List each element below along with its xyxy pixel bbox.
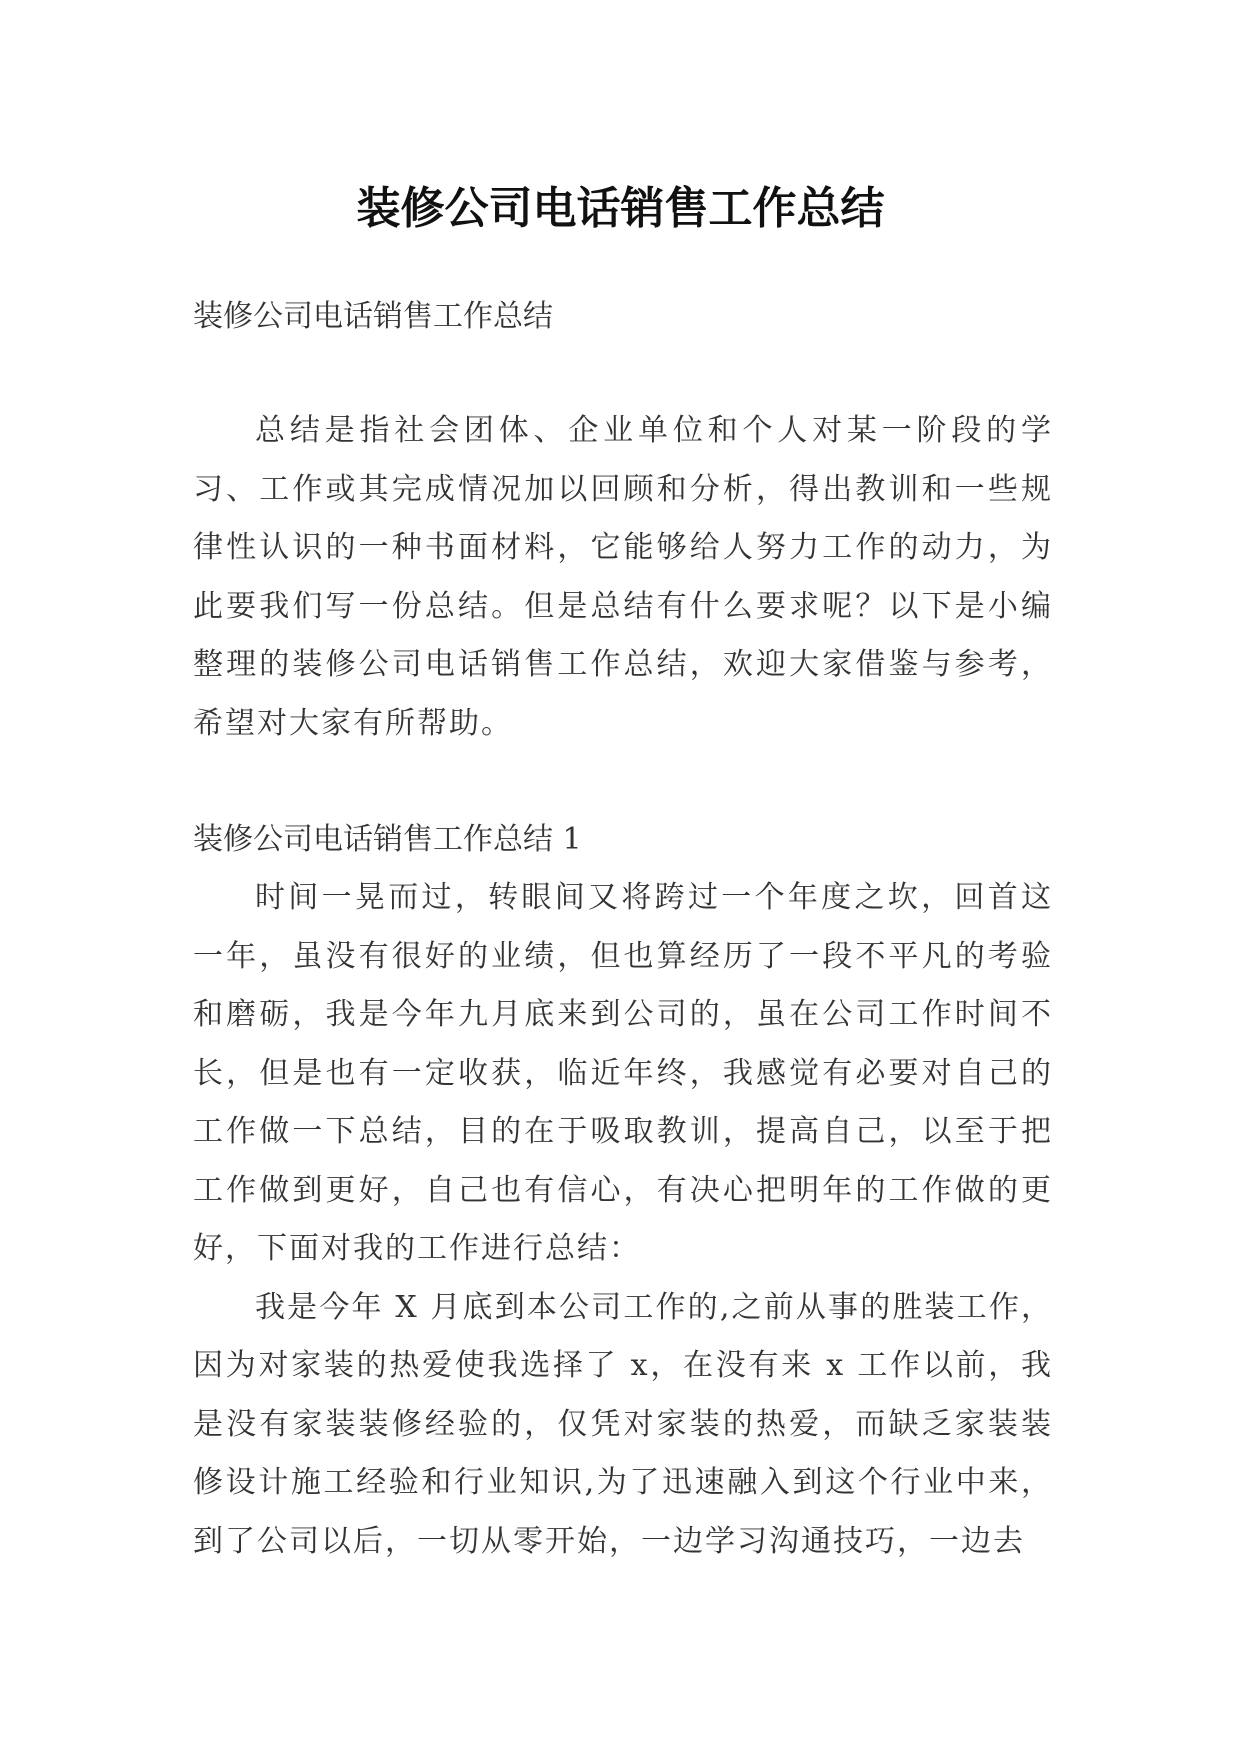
spacer bbox=[193, 753, 1053, 811]
section-1-paragraph-1: 时间一晃而过，转眼间又将跨过一个年度之坎，回首这一年，虽没有很好的业绩，但也算经历了一段不平凡的考验和磨砺，我是今年九月底来到公司的，虽在公司工作时间不长，但是也有一定收获，临近年终，我感觉有必要对自己的工作做一下总结，目的在于吸取教训，提高自己，以至于把工作做到更好，自己也有信心，有决心把明年的工作做的更好，下面对我的工作进行总结： bbox=[193, 880, 1053, 1266]
section-1-paragraph-2: 我是今年 X 月底到本公司工作的,之前从事的胜装工作，因为对家装的热爱使我选择了 x，在没有来 x 工作以前，我是没有家装装修经验的，仅凭对家装的热爱，而缺乏家装装修设计施工经验和行业知识,为了迅速融入到这个行业中来，到了公司以后，一切从零开始，一边学习沟通技巧，一边去 bbox=[193, 1289, 1053, 1559]
section-1-title: 装修公司电话销售工作总结 1 bbox=[193, 822, 582, 857]
intro-paragraph: 总结是指社会团体、企业单位和个人对某一阶段的学习、工作或其完成情况加以回顾和分析，得出教训和一些规律性认识的一种书面材料，它能够给人努力工作的动力，为此要我们写一份总结。但是总结有什么要求呢？以下是小编整理的装修公司电话销售工作总结，欢迎大家借鉴与参考，希望对大家有所帮助。 bbox=[193, 413, 1053, 741]
document-body bbox=[193, 288, 1053, 1571]
spacer bbox=[193, 346, 1053, 402]
document-title: 装修公司电话销售工作总结 bbox=[356, 183, 885, 235]
document-subtitle: 装修公司电话销售工作总结 bbox=[193, 299, 553, 334]
